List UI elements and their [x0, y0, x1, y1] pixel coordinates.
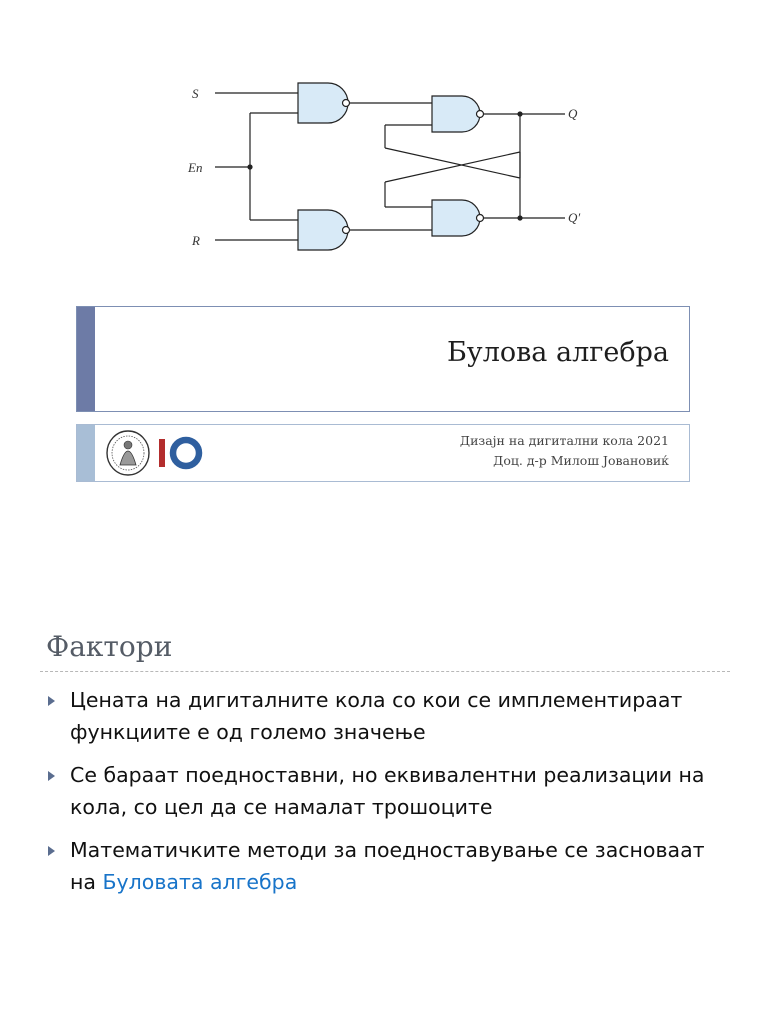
heading-divider: [40, 671, 730, 672]
label-q-prime: Q′: [568, 210, 581, 225]
bullet-list: [46, 684, 736, 909]
nand-gate-2: [298, 210, 348, 250]
io-logo: [157, 433, 207, 473]
sr-latch-circuit-diagram: [180, 70, 600, 260]
label-r: R: [192, 233, 200, 248]
title-accent-bar: [77, 307, 95, 411]
subtitle-box: [76, 424, 690, 482]
university-seal-icon: [105, 429, 151, 477]
nand-gate-4: [432, 200, 480, 236]
nand-gate-3: [432, 96, 480, 132]
label-q: Q: [568, 106, 578, 121]
title-box: [76, 306, 690, 412]
triangle-bullet-icon: [48, 846, 55, 856]
label-s: S: [192, 86, 199, 101]
bullet-text: Математичките методи за поедноставување се засноваат на: [70, 838, 705, 894]
subtitle-accent-bar: [77, 425, 95, 481]
content-slide: [0, 512, 768, 1024]
lecturer-name: Доц. д-р Милош Јовановиќ: [493, 453, 669, 468]
bullet-item: [46, 759, 736, 823]
triangle-bullet-icon: [48, 696, 55, 706]
course-name: Дизајн на дигитални кола 2021: [459, 433, 669, 448]
label-en: En: [188, 160, 203, 175]
slide-title: Булова алгебра: [446, 337, 669, 368]
boolean-algebra-link[interactable]: Булoвата алгебра: [102, 870, 298, 894]
bullet-text: Цената на дигиталните кола со кои се имплементираат функциите е од големо значење: [70, 688, 683, 744]
bullet-item: [46, 834, 736, 898]
triangle-bullet-icon: [48, 771, 55, 781]
nand-gate-1: [298, 83, 348, 123]
bullet-text: Се бараат поедноставни, но еквивалентни реализации на кола, со цел да се намалат трошоците: [70, 763, 705, 819]
slide-heading: Фактори: [46, 630, 173, 663]
bullet-item: [46, 684, 736, 748]
